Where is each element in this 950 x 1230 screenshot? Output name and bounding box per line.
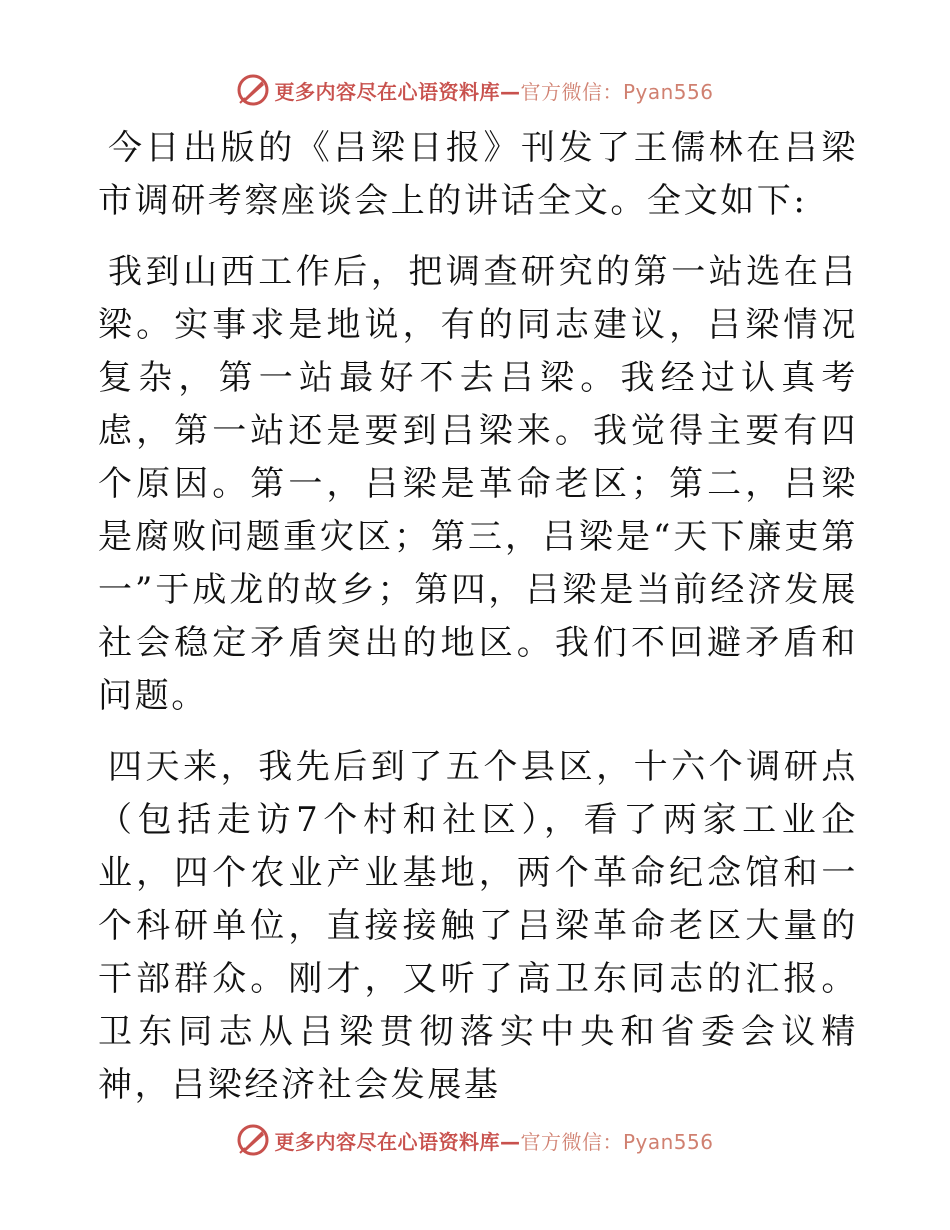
watermark-text: [274, 1126, 713, 1155]
paragraph-intro: [98, 122, 858, 228]
watermark-site: 更多内容尽在心语资料库—: [274, 1129, 521, 1154]
paragraph-text: 我到山西工作后，把调查研究的第一站选在吕梁。实事求是地说，有的同志建议，吕梁情况复杂，第一站最好不去吕梁。我经过认真考虑，第一站还是要到吕梁来。我觉得主要有四个原因。第一，吕梁是革命老区；第二，吕梁是腐败问题重灾区；第三，吕梁是“天下廉吏第一”于成龙的故乡；第四，吕梁是当前经济发展社会稳定矛盾突出的地区。我们不回避矛盾和问题。: [98, 252, 858, 716]
footer-watermark: [0, 1120, 950, 1160]
document-body: [98, 122, 858, 1130]
watermark-wechat: 官方微信：Pyan556: [520, 79, 714, 104]
quill-logo-icon: [236, 1123, 270, 1157]
watermark-site: 更多内容尽在心语资料库—: [274, 79, 521, 104]
paragraph-reasons: [98, 246, 858, 723]
paragraph-text: 四天来，我先后到了五个县区，十六个调研点（包括走访7个村和社区），看了两家工业企业，四个农业产业基地，两个革命纪念馆和一个科研单位，直接接触了吕梁革命老区大量的干部群众。刚才，又听了高卫东同志的汇报。卫东同志从吕梁贯彻落实中央和省委会议精神，吕梁经济社会发展基: [98, 747, 858, 1105]
watermark-text: [274, 76, 713, 105]
paragraph-text: 今日出版的《吕梁日报》刊发了王儒林在吕梁市调研考察座谈会上的讲话全文。全文如下:: [98, 128, 858, 221]
header-watermark: [0, 70, 950, 110]
paragraph-visits: [98, 741, 858, 1112]
quill-logo-icon: [236, 73, 270, 107]
watermark-wechat: 官方微信：Pyan556: [520, 1129, 714, 1154]
